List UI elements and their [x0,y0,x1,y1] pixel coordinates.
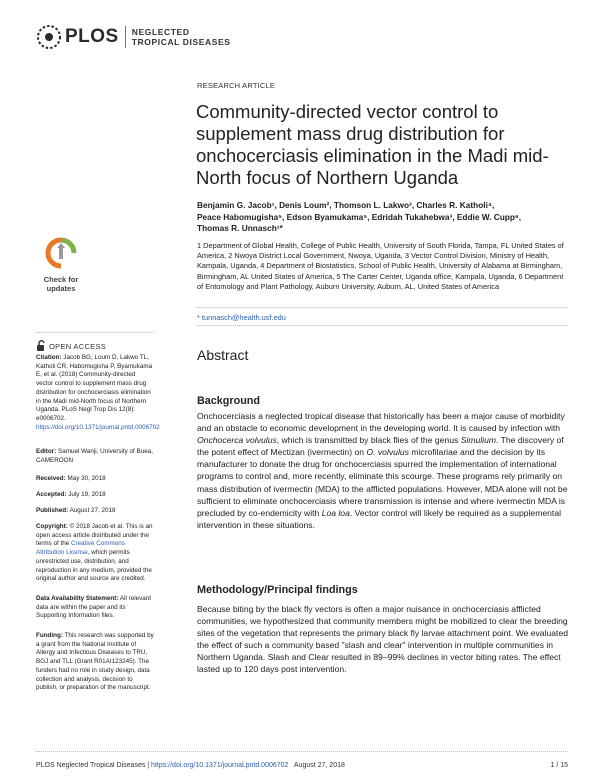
divider [197,325,568,326]
open-lock-icon [36,340,46,352]
license-link[interactable]: Creative Commons Attribution License [36,540,125,557]
copyright-text: , which permits unrestricted use, distribution, and reproduction in any medium, provided the original author and source are credited. [36,549,152,583]
check-updates-icon [36,237,86,271]
journal-logo [36,24,231,50]
funding-label: Funding: [36,632,63,639]
methods-paragraph: Because biting by the black fly vectors is often a major nuisance in onchocerciasis afflicted communities, we hypothesized that community members might be mobilized to clear the breeding sites of the vegetation that represents the primary black fly larvae attachment point. We evaluated the effect of such a community based "slash and clear" intervention in multiple communities in Northern Uganda. Slash and Clear resulted in 89–99% declines in vector biting rates. The effect lasted up to 120 days post intervention. [197,604,569,675]
email-link[interactable]: * tunnasch@health.usf.edu [197,313,286,322]
text-run: . Vector control will likely be required as a supplemental intervention in these situations. [197,507,562,530]
received-block [36,475,154,484]
background-heading: Background [197,395,260,407]
check-line: Check for [43,275,79,284]
affiliations: 1 Department of Global Health, College of Public Health, University of South Florida, Tampa, FL United States of America, 2 Nwoya District Local Government, Nwoya, Uganda, 3 Vector Control Division, Ministry of Health, Kampala, Uganda, 4 Department of Biostatistics, School of Public Health, University of Alabama at Birmingham, Birmingham, AL United States of America, 5 The Carter Center, Uganda office, Kampala, Uganda, 6 Department of Entomology and Plant Pathology, Auburn University, Auburn, AL, United States of America [197,241,564,291]
accepted-block [36,491,154,500]
published-text: August 27, 2018 [68,507,116,514]
text-run: microfilariae and the decision by its manufacturer to donate the drug for onchocerciasis spurred the implementation of international programs to control and, more recently, eliminate this scourge. These programs rely primarily on mass distribution of ivermectin (MDA) to the afflicted populations. However, MDA alone will not be sufficient to eliminate onchocerciasis where transmission is intense and where ivermectin MDA is precluded by co-endemicity with [197,447,568,518]
article-title: Community-directed vector control to supplement mass drug distribution for onchocerciasis elimination in the Madi mid-North focus of Northern Uganda [196,101,549,188]
page-number: 1 / 15 [550,762,568,769]
abstract-heading: Abstract [197,347,249,363]
species-name: Simulium [460,435,497,446]
editor-text: Samuel Wanji, University of Buea, CAMEROON [36,448,154,464]
citation-doi-link[interactable]: https://doi.org/10.1371/journal.pntd.0006702 [36,423,160,431]
funding-block [36,632,154,693]
editor-block [36,448,154,465]
text-run: . The discovery of the potent effect of Mectizan (ivermectin) on [197,435,564,458]
citation-label: Citation: [36,354,62,361]
footer-date: August 27, 2018 [288,762,345,769]
copyright-text: © 2018 Jacob et al. This is an open access article distributed under the terms of the [36,523,153,548]
text-run: Onchocerciasis a neglected tropical disease that historically has been a major cause of morbidity and an obstacle to economic development in the developing world. It is caused by infection with [197,411,565,434]
open-access-text: OPEN ACCESS [49,341,107,351]
footer-citation [36,762,345,769]
divider [36,332,154,333]
data-availability-block [36,595,154,621]
published-label: Published: [36,507,69,514]
citation-text: Jacob BG, Loum D, Lakwo TL, Katholi CR, Habomugisha P, Byamukama E, et al. (2018) Community-directed vector control to supplement mass drug distribution for onchocerciasis elimination in the Madi mid-North focus of Northern Uganda. PLoS Negl Trop Dis 12(8): e0006702. [36,354,153,422]
citation-block [36,354,160,432]
footer-journal: PLOS Neglected Tropical Diseases | [36,762,152,769]
methods-heading: Methodology/Principal findings [197,584,358,596]
journal-name [132,27,231,47]
species-name: Loa loa [321,507,350,518]
check-line: updates [46,283,76,293]
authors-line: Benjamin G. Jacob¹, Denis Loum², Thomson L. Lakwo³, Charles R. Katholi⁴, [197,200,495,210]
authors-line: Peace Habomugisha⁵, Edson Byamukama⁵, Edridah Tukahebwa³, Eddie W. Cupp⁶, [197,211,522,222]
journal-name-line1: NEGLECTED [131,27,190,37]
accepted-label: Accepted: [36,491,67,498]
footer-doi-link[interactable]: https://doi.org/10.1371/journal.pntd.0006702 [151,762,289,769]
logo-text: PLOS [65,26,119,47]
footer-divider [36,751,568,752]
data-availability-text: All relevant data are within the paper and its Supporting Information files. [36,595,152,620]
check-for-updates-badge[interactable] [36,237,86,293]
copyright-block [36,523,154,584]
species-name: O. volvulus [366,447,409,458]
open-access-label [36,340,106,352]
data-availability-label: Data Availability Statement: [36,595,119,602]
background-paragraph [197,410,568,531]
author-list [197,200,567,235]
divider [197,307,568,308]
copyright-label: Copyright: [36,523,68,530]
received-text: May 30, 2018 [65,475,106,482]
journal-name-line2: TROPICAL DISEASES [131,37,231,47]
article-type: RESEARCH ARTICLE [197,81,276,90]
logo-divider [125,26,126,48]
corresponding-email[interactable] [197,313,286,322]
page-footer [36,762,568,769]
editor-label: Editor: [36,448,57,455]
accepted-text: July 19, 2018 [66,491,106,498]
authors-line: Thomas R. Unnasch¹* [197,223,283,234]
received-label: Received: [36,475,66,482]
plos-logo-icon [36,24,62,50]
funding-text: This research was supported by a grant from the National Institute of Allergy and Infectious Diseases to TRU, BGJ and TLL (Grant R01AI123245). The funders had no role in study design, data collection and analysis, decision to publish, or preparation of the manuscript. [36,632,154,692]
published-block [36,507,154,516]
text-run: , which is transmitted by black flies of the genus [276,435,461,446]
species-name: Onchocerca volvulus [197,435,277,446]
